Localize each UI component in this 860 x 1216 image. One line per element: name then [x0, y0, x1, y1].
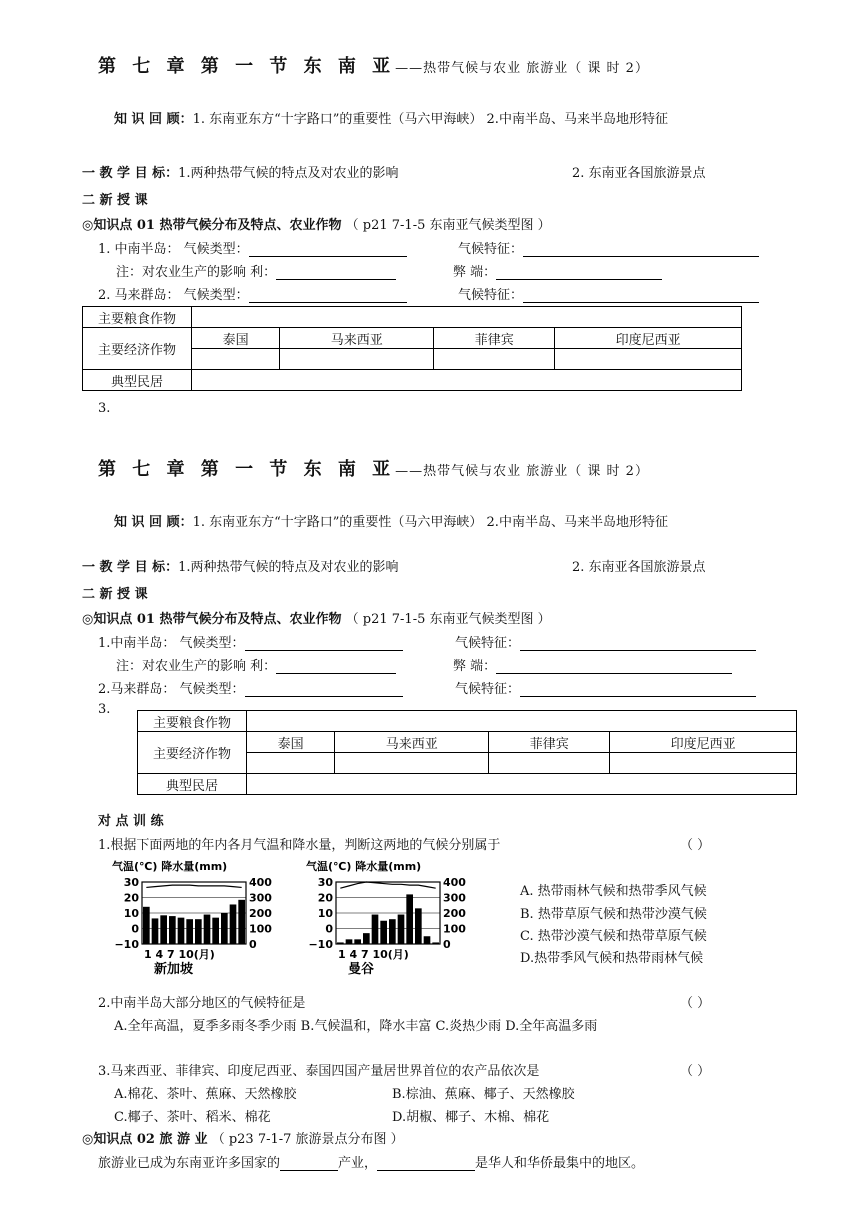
precip-tick-label: 400	[443, 876, 466, 889]
precip-bar	[221, 913, 228, 944]
q1-option-c[interactable]: C. 热带沙漠气候和热带草原气候	[520, 929, 707, 944]
precip-bar	[424, 936, 431, 944]
precip-bar	[337, 942, 344, 944]
country-thailand: 泰国	[247, 732, 335, 753]
precip-bar	[195, 919, 202, 944]
kp1-ref: （ p21 7-1-5 东南亚气候类型图 ）	[345, 612, 551, 627]
q1-option-a[interactable]: A. 热带雨林气候和热带季风气候	[520, 884, 707, 899]
row-cash-crops: 主要经济作物	[138, 732, 247, 774]
temp-tick-label: 10	[123, 907, 139, 920]
s2-note-good-blank[interactable]	[276, 660, 396, 674]
q2-options[interactable]: A.全年高温，夏季多雨冬季少雨 B.气候温和，降水丰富 C.炎热少雨 D.全年高温多雨	[114, 1019, 598, 1034]
review-line-2	[114, 511, 668, 530]
temp-tick-label: 30	[123, 876, 139, 889]
temp-line	[146, 885, 241, 887]
q2-answer-paren[interactable]: （ ）	[680, 996, 711, 1011]
precip-bar	[372, 915, 379, 944]
s1-q3: 3.	[98, 401, 111, 416]
city-name: 曼谷	[348, 962, 375, 976]
s2-note-bad-label: 弊 端：	[453, 659, 497, 674]
s1-note-label: 注：对农业生产的影响 利：	[116, 265, 277, 280]
kp1-ref: （ p21 7-1-5 东南亚气候类型图 ）	[345, 218, 551, 233]
kp1-title: ◎知识点 01 热带气候分布及特点、农业作物	[82, 612, 342, 627]
food-crops-cell[interactable]	[247, 711, 797, 732]
s1-q2-label: 2. 马来群岛： 气候类型：	[98, 288, 249, 303]
country-philippines: 菲律宾	[434, 328, 555, 349]
cash-crop-cell[interactable]	[335, 753, 489, 774]
s2-q2-feature	[455, 678, 756, 697]
s2-q2-climate-blank[interactable]	[245, 683, 403, 697]
kp2-title: ◎知识点 02 旅 游 业	[82, 1132, 208, 1147]
precip-tick-label: 0	[249, 938, 257, 951]
cash-crop-cell[interactable]	[610, 753, 797, 774]
precip-bar	[432, 942, 439, 944]
precip-bar	[230, 904, 237, 944]
goals-line-2	[82, 556, 399, 575]
s1-note-good-blank[interactable]	[276, 266, 396, 280]
chart-header: 气温(℃) 降水量(mm)	[306, 860, 422, 873]
country-indonesia: 印度尼西亚	[555, 328, 742, 349]
review-line	[114, 108, 668, 127]
kp1-line-2	[82, 608, 551, 627]
temp-tick-label: 0	[325, 922, 333, 936]
s1-q2	[98, 284, 407, 303]
precip-bar	[389, 919, 396, 944]
review-text: 1. 东南亚东方“十字路口”的重要性（马六甲海峡） 2.中南半岛、马来半岛地形特征	[192, 112, 668, 127]
s2-note	[116, 655, 396, 674]
review-text: 1. 东南亚东方“十字路口”的重要性（马六甲海峡） 2.中南半岛、马来半岛地形特征	[192, 515, 668, 530]
s2-q1-feature-label: 气候特征：	[455, 636, 521, 651]
row-cash-crops: 主要经济作物	[83, 328, 192, 370]
kp2-blank-1[interactable]	[280, 1157, 338, 1171]
chart-header: 气温(℃) 降水量(mm)	[112, 860, 228, 873]
dwelling-cell[interactable]	[192, 370, 742, 391]
precip-tick-label: 100	[443, 922, 466, 936]
s1-q2-feature-blank[interactable]	[523, 289, 759, 303]
precip-bar	[160, 915, 167, 944]
precip-tick-label: 300	[249, 891, 272, 905]
goals-item-1: 1.两种热带气候的特点及对农业的影响	[178, 166, 399, 181]
s1-q2-climate-blank[interactable]	[249, 289, 407, 303]
goals-item-1: 1.两种热带气候的特点及对农业的影响	[178, 560, 399, 575]
q3-option-c[interactable]: C.椰子、茶叶、稻米、棉花	[114, 1110, 271, 1125]
precip-bar	[178, 918, 185, 944]
crops-table-2	[137, 710, 797, 795]
precip-bar	[169, 916, 176, 944]
precip-bar	[354, 939, 361, 944]
precip-bar	[152, 918, 159, 944]
cash-crop-cell[interactable]	[247, 753, 335, 774]
country-indonesia: 印度尼西亚	[610, 732, 797, 753]
s2-q2-feature-blank[interactable]	[520, 683, 756, 697]
country-malaysia: 马来西亚	[335, 732, 489, 753]
precip-bar	[212, 918, 219, 944]
country-malaysia: 马来西亚	[280, 328, 434, 349]
precip-bar	[143, 907, 150, 944]
temp-line	[340, 882, 435, 888]
s2-note-label: 注：对农业生产的影响 利：	[116, 659, 277, 674]
month-tick-label: 1 4 7 10(月)	[144, 948, 215, 961]
precip-bar	[415, 908, 422, 944]
precip-bar	[363, 933, 370, 944]
q1-answer-paren[interactable]: （ ）	[680, 838, 711, 853]
q1-text: 1.根据下面两地的年内各月气温和降水量，判断这两地的气候分别属于	[98, 838, 501, 853]
chapter-heading: 第 七 章 第 一 节 东 南 亚	[98, 459, 396, 480]
precip-bar	[380, 921, 387, 944]
city-name: 新加坡	[154, 962, 194, 976]
s2-q1-feature-blank[interactable]	[520, 637, 756, 651]
s2-q3: 3.	[98, 702, 111, 717]
chapter-subtitle: ——热带气候与农业 旅游业（ 课 时 2）	[395, 61, 649, 76]
s2-q2-feature-label: 气候特征：	[455, 682, 521, 697]
chapter-title	[98, 52, 649, 78]
goals-label: 一 教 学 目 标：	[82, 166, 179, 181]
q3-option-a[interactable]: A.棉花、茶叶、蕉麻、天然橡胶	[114, 1087, 297, 1102]
month-tick-label: 1 4 7 10(月)	[338, 948, 409, 961]
s2-q1-climate-blank[interactable]	[245, 637, 403, 651]
s2-q1-label: 1.中南半岛： 气候类型：	[98, 636, 245, 651]
s1-q2-feature	[458, 284, 759, 303]
kp2-blank-2[interactable]	[377, 1157, 475, 1171]
goals-line	[82, 162, 399, 181]
q1-option-b[interactable]: B. 热带草原气候和热带沙漠气候	[520, 907, 707, 922]
cash-crop-cell[interactable]	[555, 349, 742, 370]
s2-q2-label: 2.马来群岛： 气候类型：	[98, 682, 245, 697]
precip-bar	[346, 939, 353, 944]
s1-note-bad-blank[interactable]	[496, 266, 662, 280]
q3-text: 3.马来西亚、菲律宾、印度尼西亚、泰国四国产量居世界首位的农产品依次是	[98, 1064, 540, 1079]
cash-crop-cell[interactable]	[489, 753, 610, 774]
crops-table-1	[82, 306, 742, 391]
chapter-title-2	[98, 455, 649, 481]
s2-q2	[98, 678, 403, 697]
s1-q2-feature-label: 气候特征：	[458, 288, 524, 303]
precip-bar	[406, 894, 413, 944]
bangkok-climate-chart	[304, 858, 484, 976]
new-lesson-heading: 二 新 授 课	[82, 193, 148, 208]
temp-tick-label: −10	[114, 938, 139, 951]
chapter-subtitle: ——热带气候与农业 旅游业（ 课 时 2）	[395, 464, 649, 479]
cash-crop-cell[interactable]	[280, 349, 434, 370]
chapter-heading: 第 七 章 第 一 节 东 南 亚	[98, 56, 396, 77]
s1-q1-feature-blank[interactable]	[523, 243, 759, 257]
s2-note-bad-blank[interactable]	[496, 660, 732, 674]
kp2-text-3: 是华人和华侨最集中的地区。	[475, 1156, 645, 1171]
s1-q1-label: 1. 中南半岛： 气候类型：	[98, 242, 249, 257]
q1-option-d[interactable]: D.热带季风气候和热带雨林气候	[520, 951, 704, 966]
s1-note	[116, 261, 396, 280]
kp2-text-1: 旅游业已成为东南亚许多国家的	[98, 1156, 281, 1171]
precip-tick-label: 400	[249, 876, 272, 889]
s2-note-bad	[453, 655, 732, 674]
q3-option-b[interactable]: B.棕油、蕉麻、椰子、天然橡胶	[392, 1087, 575, 1102]
s1-q1	[98, 238, 407, 257]
precip-bar	[238, 900, 245, 944]
cash-crop-cell[interactable]	[434, 349, 555, 370]
review-label: 知 识 回 顾：	[114, 515, 193, 530]
s2-q1	[98, 632, 403, 651]
temp-tick-label: 10	[317, 907, 333, 920]
row-food-crops: 主要粮食作物	[138, 711, 247, 732]
s1-q1-feature-label: 气候特征：	[458, 242, 524, 257]
precip-bar	[186, 919, 193, 944]
temp-tick-label: −10	[308, 938, 333, 951]
q3-option-d[interactable]: D.胡椒、椰子、木棉、棉花	[392, 1110, 550, 1125]
singapore-climate-chart	[110, 858, 290, 976]
s2-q1-feature	[455, 632, 756, 651]
temp-tick-label: 0	[131, 922, 139, 936]
food-crops-cell[interactable]	[192, 307, 742, 328]
temp-tick-label: 30	[317, 876, 333, 889]
s1-q1-climate-blank[interactable]	[249, 243, 407, 257]
kp2-sentence	[98, 1152, 644, 1171]
s1-note-bad	[453, 261, 662, 280]
precip-tick-label: 300	[443, 891, 466, 905]
precip-bar	[398, 915, 405, 944]
row-dwelling: 典型民居	[138, 774, 247, 795]
cash-crop-cell[interactable]	[192, 349, 280, 370]
practice-title: 对 点 训 练	[98, 814, 164, 829]
row-dwelling: 典型民居	[83, 370, 192, 391]
q3-answer-paren[interactable]: （ ）	[680, 1064, 711, 1079]
country-philippines: 菲律宾	[489, 732, 610, 753]
review-label: 知 识 回 顾：	[114, 112, 193, 127]
precip-tick-label: 100	[249, 922, 272, 936]
kp2-line	[82, 1128, 404, 1147]
country-thailand: 泰国	[192, 328, 280, 349]
q2-text: 2.中南半岛大部分地区的气候特征是	[98, 996, 306, 1011]
kp2-ref: （ p23 7-1-7 旅游景点分布图 ）	[211, 1132, 404, 1147]
kp1-title: ◎知识点 01 热带气候分布及特点、农业作物	[82, 218, 342, 233]
row-food-crops: 主要粮食作物	[83, 307, 192, 328]
s1-note-bad-label: 弊 端：	[453, 265, 497, 280]
s1-q1-feature	[458, 238, 759, 257]
goals-label: 一 教 学 目 标：	[82, 560, 179, 575]
dwelling-cell[interactable]	[247, 774, 797, 795]
kp1-line	[82, 214, 551, 233]
precip-tick-label: 200	[443, 907, 466, 920]
precip-bar	[204, 915, 211, 944]
temp-tick-label: 20	[317, 891, 333, 905]
goals-item-2: 2. 东南亚各国旅游景点	[572, 560, 706, 575]
precip-tick-label: 0	[443, 938, 451, 951]
precip-tick-label: 200	[249, 907, 272, 920]
goals-item-2: 2. 东南亚各国旅游景点	[572, 166, 706, 181]
temp-tick-label: 20	[123, 891, 139, 905]
kp2-text-2: 产业，	[338, 1156, 378, 1171]
new-lesson-heading: 二 新 授 课	[82, 587, 148, 602]
